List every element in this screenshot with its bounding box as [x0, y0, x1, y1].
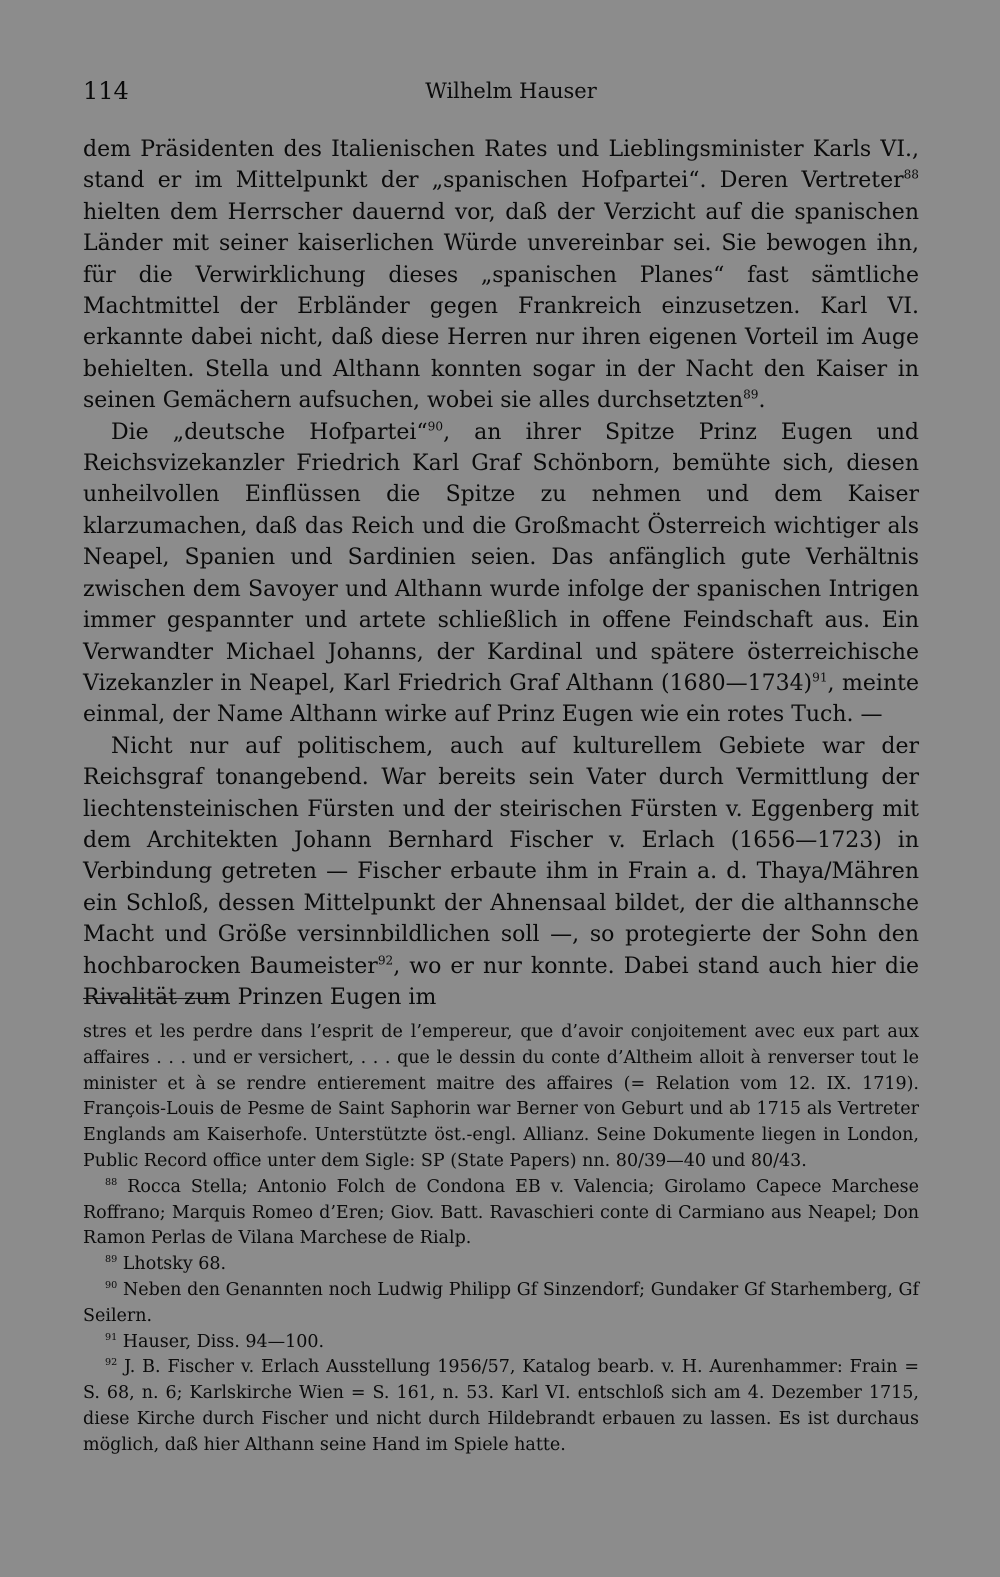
- paragraph-3-text-b: , wo er nur konnte. Dabei stand auch hier die Rivalität zum Prinzen Eugen im: [83, 953, 919, 1010]
- paragraph-2-text-c: , meinte einmal, der Name Althann wirke auf Prinz Eugen wie ein rotes Tuch. —: [83, 670, 919, 728]
- page-number: 114: [83, 77, 129, 105]
- footnote-number: 90: [105, 1280, 118, 1292]
- paragraph-2-text-a: Die „deutsche Hofpartei“: [111, 419, 428, 445]
- paragraph-2-text-b: , an ihrer Spitze Prinz Eugen und Reichsvizekanzler Friedrich Karl Graf Schönborn, bemühte sich, diesen unheilvollen Einflüssen die Spitze zu nehmen und dem Kaiser klarzumachen, daß das Reich und die Großmacht Österreich wichtiger als Neapel, Spanien und Sardinien seien. Das anfänglich gute Verhältnis zwischen dem Savoyer und Althann wurde infolge der spanischen Intrigen immer gespannter und artete schließlich in offene Feindschaft aus. Ein Verwandter Michael Johanns, der Kardinal und spätere österreichische Vizekanzler in Neapel, Karl Friedrich Graf Althann (1680—1734): [83, 419, 919, 696]
- footnote-number: 89: [105, 1254, 118, 1266]
- footnote-90: [83, 1278, 919, 1330]
- paragraph-2: [83, 417, 919, 731]
- footnote-89: [83, 1252, 919, 1278]
- footnote-number: 91: [105, 1331, 118, 1343]
- footnote-88: [83, 1175, 919, 1252]
- footnote-ref-90: 90: [427, 419, 444, 434]
- running-head: Wilhelm Hauser: [425, 79, 597, 103]
- footnote-91: [83, 1330, 919, 1356]
- footnote-ref-92: 92: [377, 953, 394, 968]
- footnote-text: Rocca Stella; Antonio Folch de Condona EB v. Valencia; Girolamo Capece Marchese Roffrano; Marquis Romeo d’Eren; Giov. Batt. Ravaschieri conte di Carmiano aus Neapel; Don Ramon Perlas de Vilana Marchese de Rialp.: [83, 1176, 919, 1249]
- footnotes: [83, 1020, 919, 1459]
- footnote-number: 88: [105, 1176, 118, 1188]
- footnote-text: Hauser, Diss. 94—100.: [117, 1331, 325, 1352]
- footnote-ref-88: 88: [903, 168, 919, 183]
- paragraph-1-text-c: .: [758, 388, 766, 414]
- paragraph-1-text-a: dem Präsidenten des Italienischen Rates und Lieblingsminister Karls VI., stand er im Mittelpunkt der „spanischen Hofpartei“. Deren Vertreter: [83, 137, 919, 194]
- footnote-ref-91: 91: [812, 670, 828, 685]
- footnote-ref-89: 89: [743, 387, 759, 402]
- page-header: [83, 76, 919, 106]
- footnote-text: J. B. Fischer v. Erlach Ausstellung 1956/57, Katalog bearb. v. H. Aurenhammer: Frain = S. 68, n. 6; Karlskirche Wien = S. 161, n. 53. Karl VI. entschloß sich am 4. Dezember 1715, diese Kirche durch Fischer und nicht durch Hildebrandt erbauen zu lassen. Es ist durchaus möglich, daß hier Althann seine Hand im Spiele hatte.: [83, 1357, 919, 1455]
- paragraph-3-text-a: Nicht nur auf politischem, auch auf kulturellem Gebiete war der Reichsgraf tonangebend. War bereits sein Vater durch Vermittlung der liechtensteinischen Fürsten und der steirischen Fürsten v. Eggenberg mit dem Architekten Johann Bernhard Fischer v. Erlach (1656—1723) in Verbindung getreten — Fischer erbaute ihm in Frain a. d. Thaya/Mähren ein Schloß, dessen Mittelpunkt der Ahnensaal bildet, der die althannsche Macht und Größe versinnbildlichen soll —, so protegierte der Sohn den hochbarocken Baumeister: [83, 733, 919, 979]
- footnote-number: 92: [105, 1357, 118, 1369]
- footnote-92: [83, 1355, 919, 1458]
- footnote-text: Lhotsky 68.: [117, 1254, 227, 1275]
- footnote-text: Neben den Genannten noch Ludwig Philipp Gf Sinzendorf; Gundaker Gf Starhemberg, Gf Seilern.: [83, 1279, 919, 1326]
- paragraph-1: [83, 134, 919, 417]
- footnote-continuation: stres et les perdre dans l’esprit de l’empereur, que d’avoir conjoitement avec eux part aux affaires . . . und er versichert, . . . que le dessin du conte d’Altheim alloit à renverser tout le minister et à se rendre entierement maitre des affaires (= Relation vom 12. IX. 1719). François-Louis de Pesme de Saint Saphorin war Berner von Geburt und ab 1715 als Vertreter Englands am Kaiserhofe. Unterstützte öst.-engl. Allianz. Seine Dokumente liegen in London, Public Record office unter dem Sigle: SP (State Papers) nn. 80/39—40 und 80/43.: [83, 1022, 919, 1171]
- paragraph-1-text-b: hielten dem Herrscher dauernd vor, daß der Verzicht auf die spanischen Länder mit seiner kaiserlichen Würde unvereinbar sei. Sie bewogen ihn, für die Verwirklichung dieses „spanischen Planes“ fast sämtliche Machtmittel der Erbländer gegen Frankreich einzusetzen. Karl VI. erkannte dabei nicht, daß diese Herren nur ihren eigenen Vorteil im Auge behielten. Stella und Althann konnten sogar in der Nacht den Kaiser in seinen Gemächern aufsuchen, wobei sie alles durchsetzten: [83, 199, 919, 414]
- footnote-divider: [83, 998, 223, 999]
- main-text: [83, 134, 919, 1013]
- paragraph-3: [83, 731, 919, 1014]
